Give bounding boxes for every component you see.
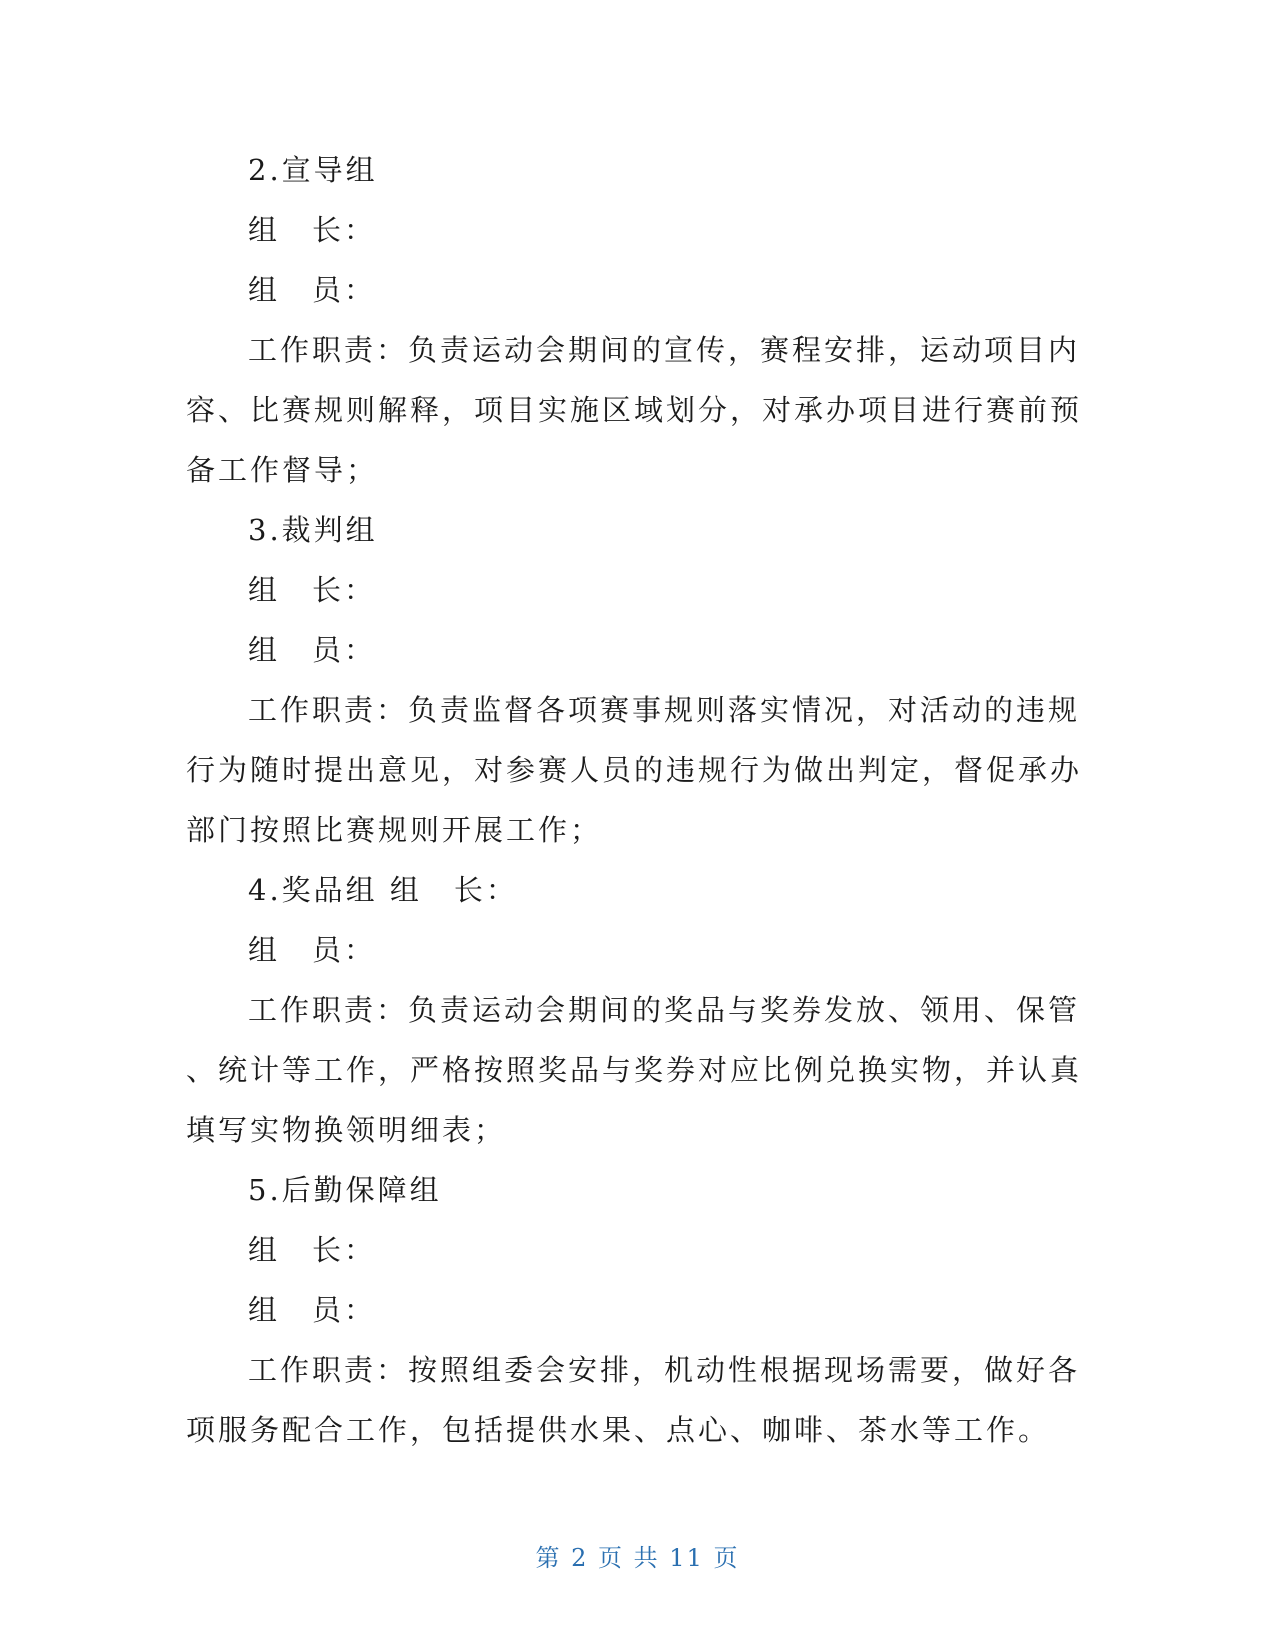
duty-line: 部门按照比赛规则开展工作； [186,813,603,847]
duty-line: 工作职责：按照组委会安排，机动性根据现场需要，做好各 [248,1353,1081,1387]
duty-line: 行为随时提出意见，对参赛人员的违规行为做出判定，督促承办 [186,753,1083,787]
section-members-label: 组 员： [248,1293,377,1327]
duty-line: 工作职责：负责运动会期间的奖品与奖券发放、领用、保管 [248,993,1081,1027]
page-number-footer: 第 2 页 共 11 页 [535,1544,740,1572]
section-heading-referee: 3.裁判组 [248,513,378,547]
duty-line: 工作职责：负责运动会期间的宣传，赛程安排，运动项目内 [248,333,1081,367]
section-members-label: 组 员： [248,633,377,667]
section-duty-paragraph [186,320,1083,500]
duty-line: 项服务配合工作，包括提供水果、点心、咖啡、茶水等工作。 [186,1413,1051,1447]
section-heading-prizes: 4.奖品组 组 长： [248,873,518,907]
section-leader-label: 组 长： [248,213,377,247]
section-members-label: 组 员： [248,933,377,967]
section-duty-paragraph [186,680,1083,860]
section-heading-publicity: 2.宣导组 [248,153,378,187]
duty-line: 填写实物换领明细表； [186,1113,507,1147]
document-body [186,140,1083,1460]
duty-line: 工作职责：负责监督各项赛事规则落实情况，对活动的违规 [248,693,1081,727]
section-members-label: 组 员： [248,273,377,307]
section-leader-label: 组 长： [248,573,377,607]
duty-line: 备工作督导； [186,453,379,487]
section-duty-paragraph [186,980,1083,1160]
section-heading-logistics: 5.后勤保障组 [248,1173,442,1207]
duty-line: 、统计等工作，严格按照奖品与奖券对应比例兑换实物，并认真 [186,1053,1083,1087]
duty-line: 容、比赛规则解释，项目实施区域划分，对承办项目进行赛前预 [186,393,1083,427]
section-duty-paragraph [186,1340,1081,1460]
section-leader-label: 组 长： [248,1233,377,1267]
